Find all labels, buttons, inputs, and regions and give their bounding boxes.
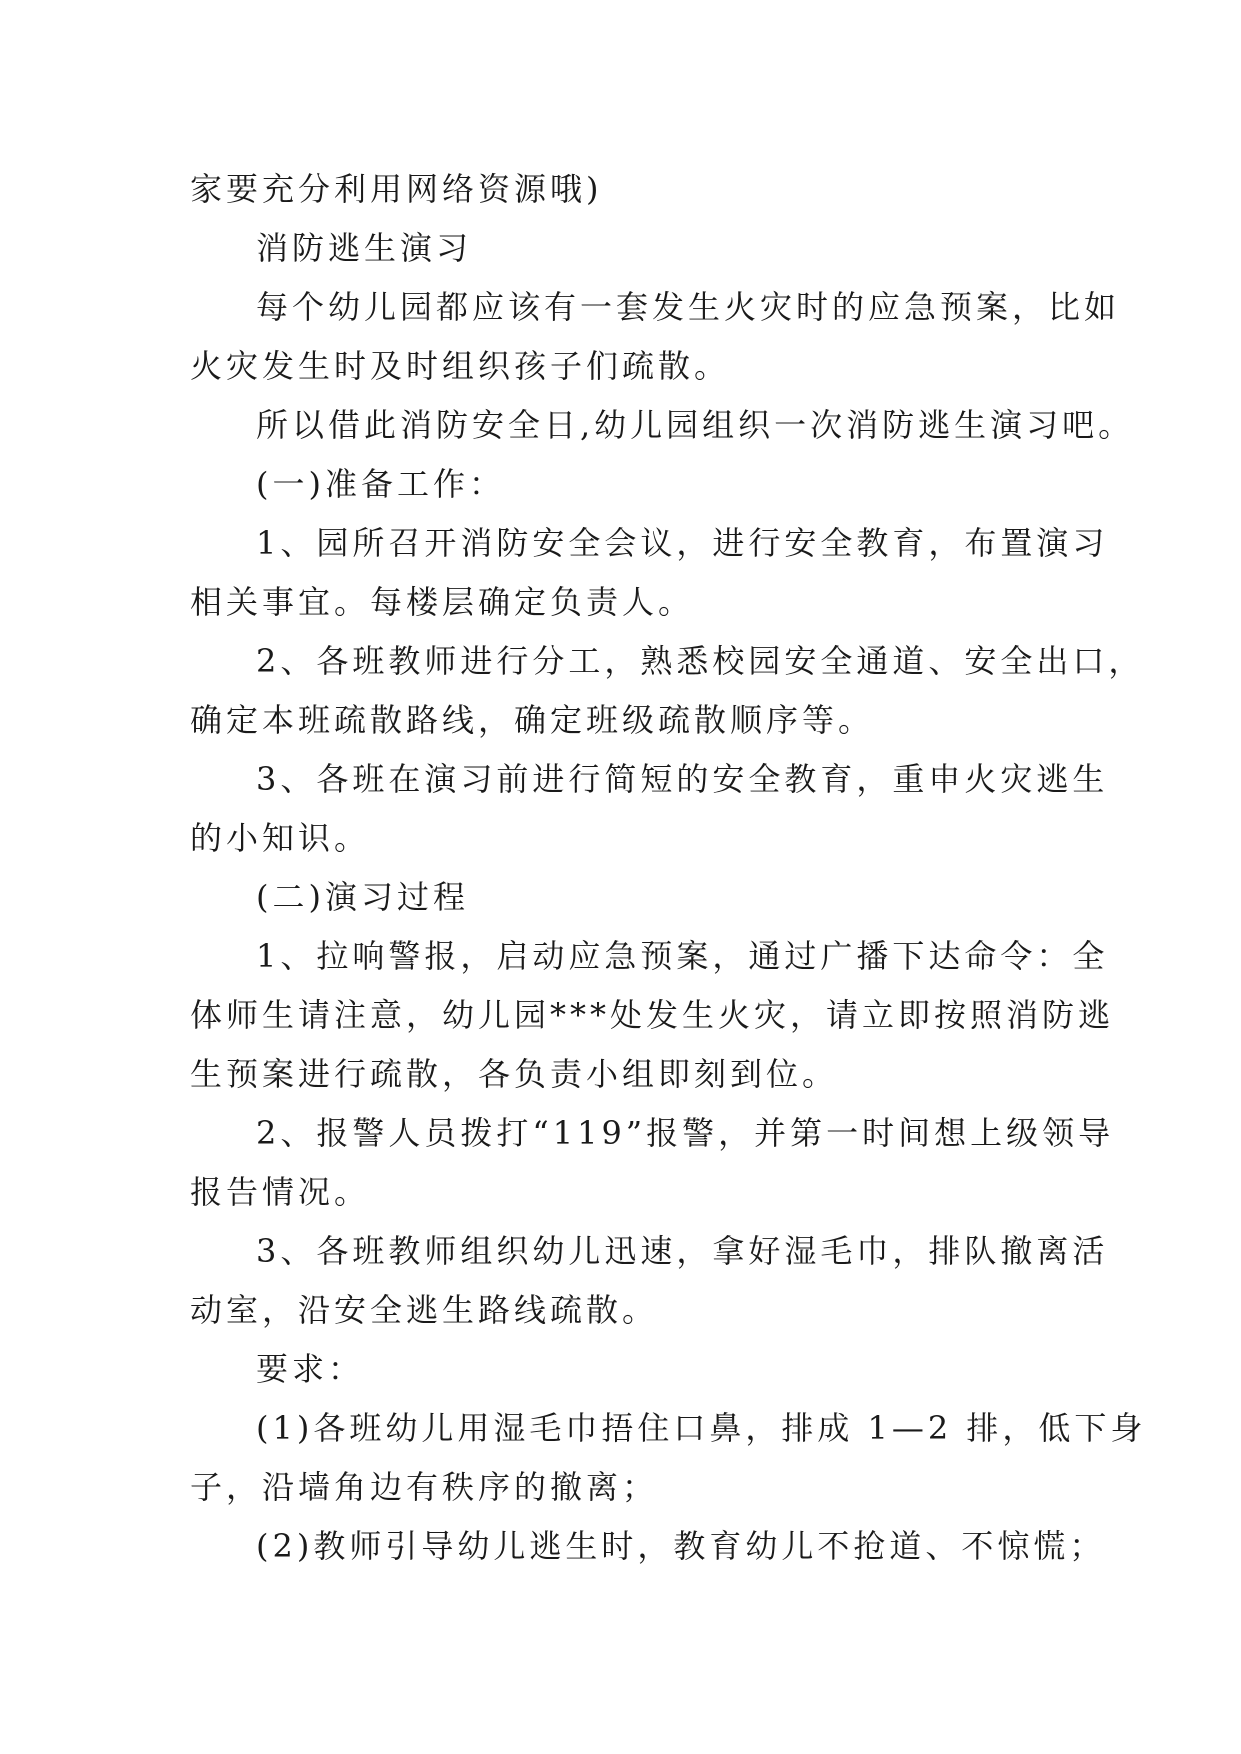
text-line: 报告情况。 (190, 1173, 371, 1211)
text-line: 3、各班教师组织幼儿迅速，拿好湿毛巾，排队撤离活 (256, 1232, 1109, 1270)
text-line: 3、各班在演习前进行简短的安全教育，重申火灾逃生 (256, 760, 1109, 798)
text-line: (2)教师引导幼儿逃生时，教育幼儿不抢道、不惊慌； (256, 1527, 1106, 1565)
text-line: 每个幼儿园都应该有一套发生火灾时的应急预案，比如 (256, 288, 1121, 326)
text-line: 2、各班教师进行分工，熟悉校园安全通道、安全出口， (256, 642, 1145, 680)
document-body (190, 160, 1147, 1576)
requirements-heading: 要求： (256, 1350, 365, 1388)
text-line: (1)各班幼儿用湿毛巾捂住口鼻，排成 1—2 排，低下身 (256, 1409, 1147, 1447)
text-line: 1、园所召开消防安全会议，进行安全教育，布置演习 (256, 524, 1109, 562)
text-line: 火灾发生时及时组织孩子们疏散。 (190, 347, 731, 385)
text-line: 动室，沿安全逃生路线疏散。 (190, 1291, 659, 1329)
text-line: 1、拉响警报，启动应急预案，通过广播下达命令：全 (256, 937, 1109, 975)
text-line: 子，沿墙角边有秩序的撤离； (190, 1468, 659, 1506)
subsection-heading: (一)准备工作： (256, 465, 505, 503)
text-line: 家要充分利用网络资源哦) (190, 170, 603, 208)
text-line: 2、报警人员拨打“119”报警，并第一时间想上级领导 (256, 1114, 1115, 1152)
text-line: 所以借此消防安全日,幼儿园组织一次消防逃生演习吧。 (256, 406, 1135, 444)
text-line: 生预案进行疏散，各负责小组即刻到位。 (190, 1055, 839, 1093)
text-line: 确定本班疏散路线，确定班级疏散顺序等。 (190, 701, 875, 739)
text-line: 的小知识。 (190, 819, 371, 857)
text-line: 体师生请注意，幼儿园***处发生火灾，请立即按照消防逃 (190, 996, 1115, 1034)
text-line: 相关事宜。每楼层确定负责人。 (190, 583, 695, 621)
section-heading: 消防逃生演习 (256, 229, 473, 267)
subsection-heading: (二)演习过程 (256, 878, 469, 916)
